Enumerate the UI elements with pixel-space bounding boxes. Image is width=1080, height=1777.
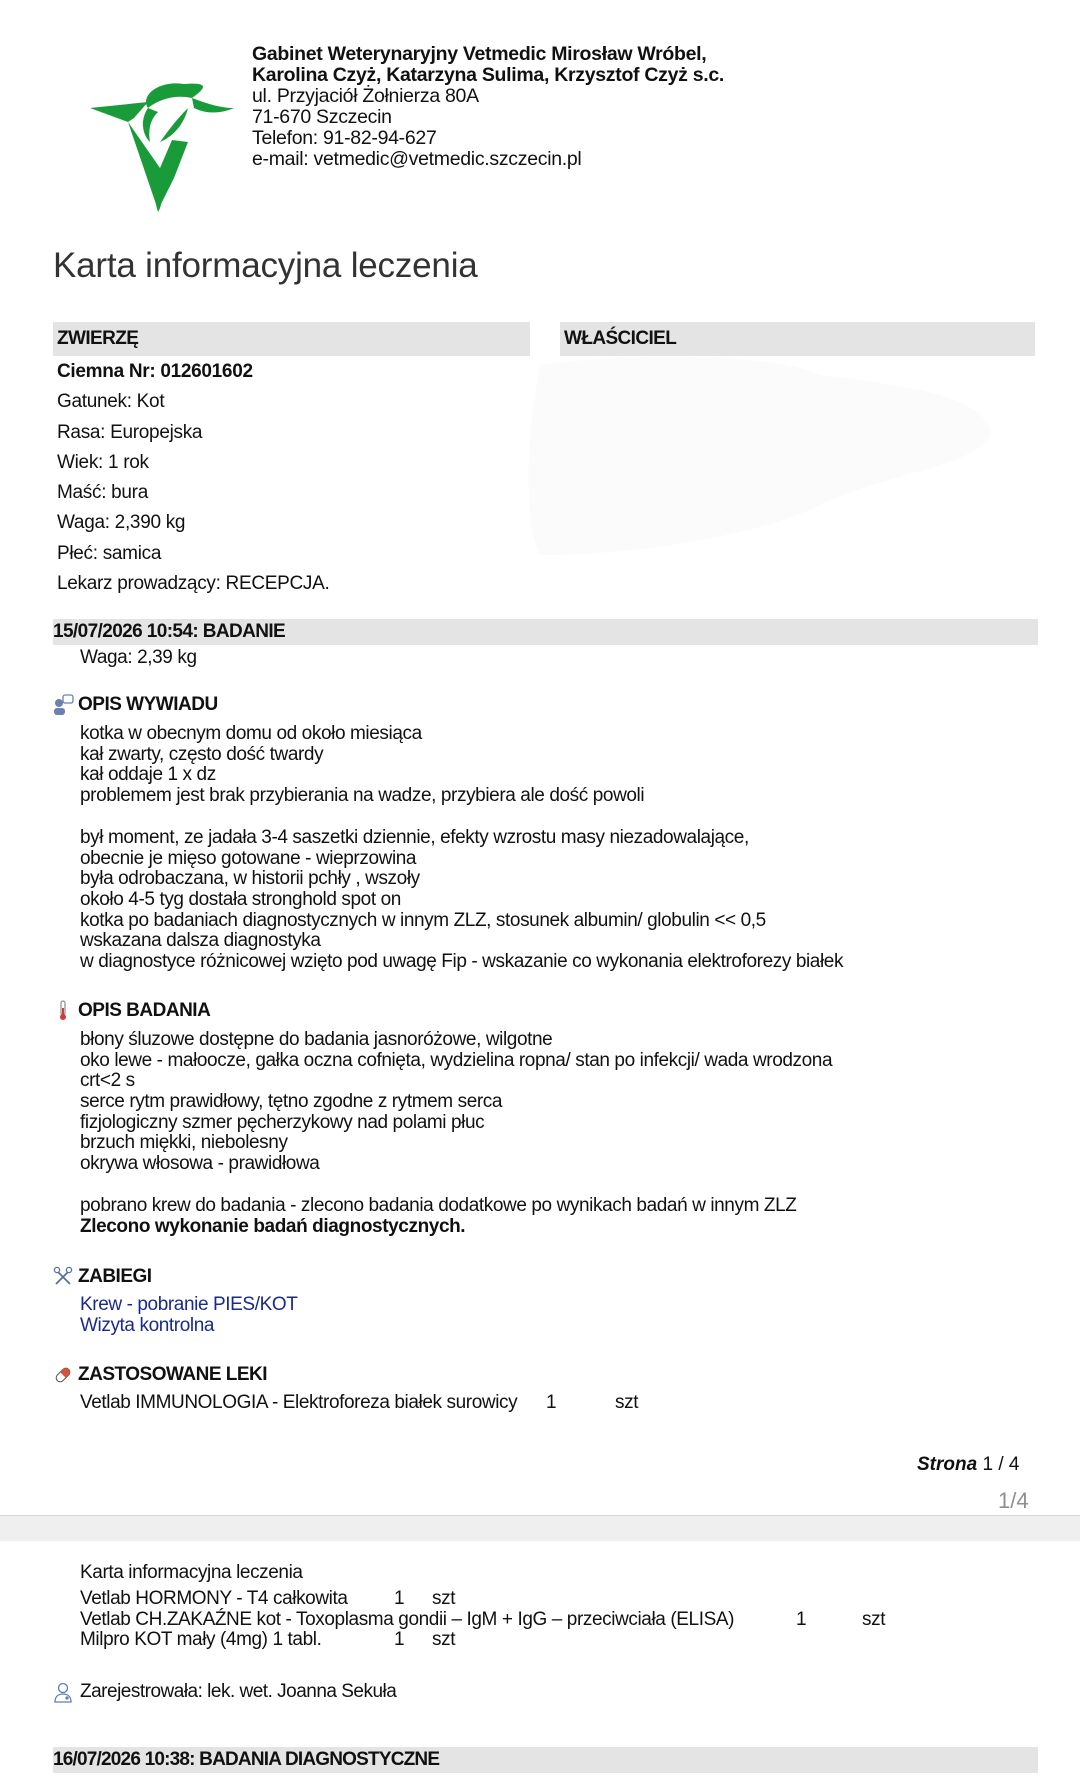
scissors-icon xyxy=(52,1266,74,1288)
person-chat-icon xyxy=(52,694,74,716)
history-line: był moment, ze jadała 3-4 saszetki dziennie, efekty wzrostu masy niezadowalające, xyxy=(80,827,749,848)
history-line: problemem jest brak przybierania na wadze, przybiera ale dość powoli xyxy=(80,785,645,807)
procedure-item[interactable]: Wizyta kontrolna xyxy=(80,1314,215,1336)
med-row xyxy=(80,1589,980,1610)
exam-line: fizjologiczny szmer pęcherzykowy nad polami płuc xyxy=(80,1111,485,1133)
clinic-header xyxy=(252,44,724,170)
page-footer xyxy=(917,1454,1019,1476)
page-total: / 4 xyxy=(993,1454,1020,1475)
exam-note: pobrano krew do badania - zlecono badania dodatkowe po wynikach badań w innym ZLZ xyxy=(80,1195,797,1216)
document-title: Karta informacyjna leczenia xyxy=(53,246,478,285)
exam-title-text: OPIS BADANIA xyxy=(78,1000,211,1021)
med-name: Milpro KOT mały (4mg) 1 tabl. xyxy=(80,1629,322,1651)
exam-ordered: Zlecono wykonanie badań diagnostycznych. xyxy=(80,1215,466,1237)
exam-section-title xyxy=(52,1000,210,1022)
history-section-title xyxy=(52,694,218,716)
animal-weight: Waga: 2,390 kg xyxy=(57,512,186,534)
med-unit: szt xyxy=(432,1588,456,1609)
page-separator xyxy=(0,1515,1080,1542)
history-line: kał zwarty, często dość twardy xyxy=(80,743,324,765)
med-name: Vetlab IMMUNOLOGIA - Elektroforeza białek surowicy xyxy=(80,1392,518,1413)
clinic-city: 71-670 Szczecin xyxy=(252,106,392,128)
animal-species: Gatunek: Kot xyxy=(57,391,165,413)
running-title: Karta informacyjna leczenia xyxy=(80,1562,303,1583)
clinic-name-line2: Karolina Czyż, Katarzyna Sulima, Krzysztof Czyż s.c. xyxy=(252,64,725,86)
procedures-list xyxy=(80,1295,297,1336)
med-unit: szt xyxy=(432,1629,456,1651)
history-text xyxy=(80,724,644,807)
doctor-icon xyxy=(52,1681,74,1703)
owner-section-header: WŁAŚCICIEL xyxy=(560,322,1035,356)
procedures-section-title xyxy=(52,1266,152,1288)
visit-weight: Waga: 2,39 kg xyxy=(80,647,197,668)
clinic-name-line1: Gabinet Weterynaryjny Vetmedic Mirosław Wróbel, xyxy=(252,43,707,65)
history-line: kotka po badaniach diagnostycznych w innym ZLZ, stosunek albumin/ globulin << 0,5 xyxy=(80,909,766,931)
exam-line: okrywa włosowa - prawidłowa xyxy=(80,1153,320,1175)
exam-line: serce rytm prawidłowy, tętno zgodne z rytmem serca xyxy=(80,1091,503,1113)
history-line: w diagnostyce różnicowej wzięto pod uwagę Fip - wskazanie co wykonania elektroforezy białek xyxy=(80,951,844,973)
page-current: 1 xyxy=(982,1454,994,1475)
viewer-page-indicator: 1/4 xyxy=(998,1488,1029,1513)
med-name: Vetlab CH.ZAKAŹNE kot - Toxoplasma gondii – IgM + IgG – przeciwciała (ELISA) xyxy=(80,1608,735,1630)
animal-name: Ciemna Nr: 012601602 xyxy=(57,361,253,382)
exam-text xyxy=(80,1030,832,1175)
exam-notes xyxy=(80,1196,796,1237)
exam-line: oko lewe - małoocze, gałka oczna cofnięta, wydzielina ropna/ stan po infekcji/ wada wrodzona xyxy=(80,1049,833,1071)
animal-color: Maść: bura xyxy=(57,482,148,504)
med-row xyxy=(80,1630,980,1651)
visit-header-2: 16/07/2026 10:38: BADANIA DIAGNOSTYCZNE xyxy=(53,1747,1038,1773)
history-line: obecnie je mięso gotowane - wieprzowina xyxy=(80,847,417,869)
meds-title-text: ZASTOSOWANE LEKI xyxy=(78,1364,268,1385)
med-row xyxy=(80,1393,980,1414)
page-label: Strona xyxy=(917,1454,978,1475)
meds-list-page1 xyxy=(80,1393,980,1414)
owner-redaction xyxy=(520,355,1000,565)
document-page-2 xyxy=(0,1541,1080,1777)
registered-by-text: Zarejestrowała: lek. wet. Joanna Sekuła xyxy=(80,1681,397,1702)
exam-line: błony śluzowe dostępne do badania jasnoróżowe, wilgotne xyxy=(80,1029,553,1050)
med-qty: 1 xyxy=(796,1608,807,1630)
med-qty: 1 xyxy=(546,1392,557,1413)
history-line: wskazana dalsza diagnostyka xyxy=(80,930,321,952)
animal-section-header: ZWIERZĘ xyxy=(53,322,530,356)
exam-line: brzuch miękki, niebolesny xyxy=(80,1132,288,1154)
history-line: była odrobaczana, w historii pchły , wszoły xyxy=(80,868,420,890)
pill-icon xyxy=(52,1364,74,1386)
animal-doctor: Lekarz prowadzący: RECEPCJA. xyxy=(57,573,330,595)
history-text-continued xyxy=(80,828,843,973)
visit-header: 15/07/2026 10:54: BADANIE xyxy=(53,619,1038,645)
animal-breed: Rasa: Europejska xyxy=(57,421,203,443)
procedure-item[interactable]: Krew - pobranie PIES/KOT xyxy=(80,1294,298,1315)
thermometer-icon xyxy=(52,1000,74,1022)
clinic-street: ul. Przyjaciół Żołnierza 80A xyxy=(252,85,479,107)
exam-line: crt<2 s xyxy=(80,1070,135,1092)
history-line: kał oddaje 1 x dz xyxy=(80,764,216,786)
procedures-title-text: ZABIEGI xyxy=(78,1266,152,1287)
med-unit: szt xyxy=(615,1392,639,1413)
clinic-phone: Telefon: 91-82-94-627 xyxy=(252,127,437,149)
meds-list-page2 xyxy=(80,1589,980,1651)
animal-age: Wiek: 1 rok xyxy=(57,451,149,473)
med-unit: szt xyxy=(862,1608,886,1630)
clinic-email: e-mail: vetmedic@vetmedic.szczecin.pl xyxy=(252,148,582,170)
med-qty: 1 xyxy=(394,1629,405,1651)
med-qty: 1 xyxy=(394,1588,405,1609)
animal-details xyxy=(57,357,329,599)
clinic-logo xyxy=(88,78,238,216)
med-row xyxy=(80,1610,980,1631)
history-line: kotka w obecnym domu od około miesiąca xyxy=(80,723,422,744)
med-name: Vetlab HORMONY - T4 całkowita xyxy=(80,1588,348,1609)
history-line: około 4-5 tyg dostała stronghold spot on xyxy=(80,889,401,911)
registered-by xyxy=(52,1681,396,1703)
animal-sex: Płeć: samica xyxy=(57,542,162,564)
meds-section-title xyxy=(52,1364,267,1386)
history-title-text: OPIS WYWIADU xyxy=(78,694,218,715)
